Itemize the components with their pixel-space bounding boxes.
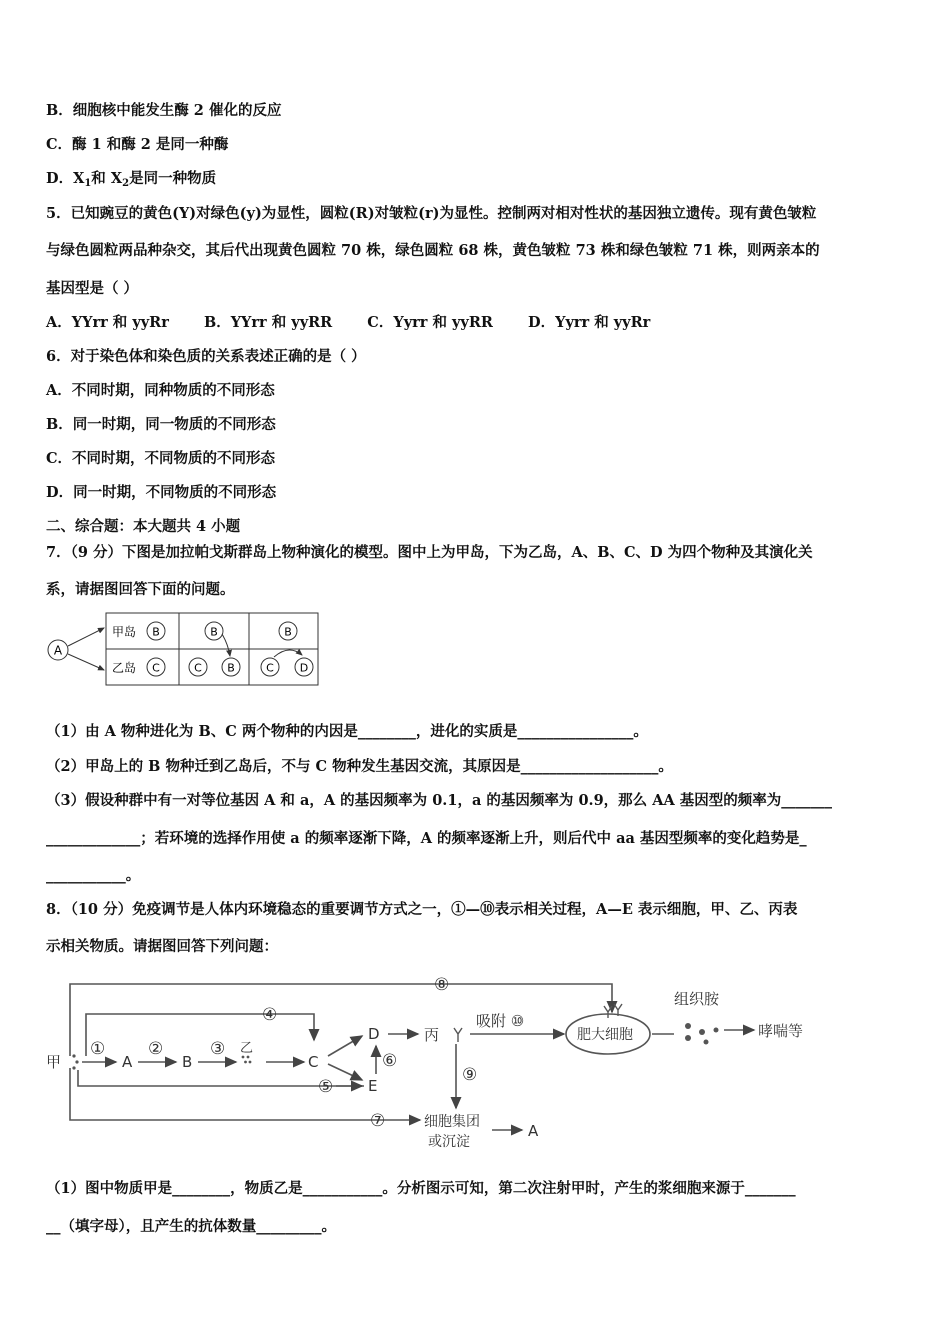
q4-option-b: B．细胞核中能发生酶 2 催化的反应 bbox=[46, 102, 282, 119]
svg-text:①: ① bbox=[90, 1039, 106, 1059]
q5-stem-line1: 5．已知豌豆的黄色(Y)对绿色(y)为显性，圆粒(R)对皱粒(r)为显性。控制两对相对性状的基因独立遗传。现有黄色皱粒 bbox=[46, 205, 817, 222]
q8-sub1-line1: （1）图中物质甲是________，物质乙是___________。分析图示可知，第二次注射甲时，产生的浆细胞来源于_______ bbox=[46, 1180, 796, 1197]
q7-stem-line2: 系，请据图回答下面的问题。 bbox=[46, 581, 235, 598]
q6-option-a: A．不同时期，同种物质的不同形态 bbox=[46, 382, 275, 399]
q8-sub1-line2: __（填字母），且产生的抗体数量_________。 bbox=[46, 1218, 336, 1235]
q5-option-a: A．YYrr 和 yyRr bbox=[46, 314, 169, 331]
q4-option-c: C．酶 1 和酶 2 是同一种酶 bbox=[46, 136, 229, 153]
svg-text:B: B bbox=[227, 661, 235, 675]
label-jia: 甲 bbox=[46, 1053, 62, 1071]
svg-text:B: B bbox=[152, 625, 160, 639]
svg-text:吸附 ⑩: 吸附 ⑩ bbox=[476, 1012, 525, 1030]
q8-stem-line1: 8．（10 分）免疫调节是人体内环境稳态的重要调节方式之一，①—⑩表示相关过程，A—E 表示细胞，甲、乙、丙表 bbox=[46, 901, 798, 918]
svg-text:B: B bbox=[182, 1053, 193, 1071]
svg-text:②: ② bbox=[148, 1039, 164, 1059]
q8-immune-diagram bbox=[40, 970, 830, 1156]
q5-option-b: B．YYrr 和 yyRR bbox=[203, 314, 333, 331]
q5-option-d: D．Yyrr 和 yyRr bbox=[528, 314, 651, 331]
q6-option-d: D．同一时期，不同物质的不同形态 bbox=[46, 484, 277, 501]
svg-text:哮喘等: 哮喘等 bbox=[758, 1022, 804, 1040]
svg-text:细胞集团: 细胞集团 bbox=[424, 1114, 480, 1130]
q7-sub1: （1）由 A 物种进化为 B、C 两个物种的内因是________，进化的实质是________________。 bbox=[46, 723, 648, 740]
q7-sub3-line1: （3）假设种群中有一对等位基因 A 和 a，A 的基因频率为 0.1，a 的基因频率为 0.9，那么 AA 基因型的频率为_______ bbox=[46, 792, 833, 809]
svg-text:⑤: ⑤ bbox=[318, 1077, 334, 1097]
q7-sub2: （2）甲岛上的 B 物种迁到乙岛后，不与 C 物种发生基因交流，其原因是___________________。 bbox=[46, 758, 673, 775]
q5-stem-line3: 基因型是（ ） bbox=[46, 280, 139, 297]
q4-option-d: D．$X_1$和 $X_2$是同一种物质 bbox=[46, 170, 217, 189]
svg-text:A: A bbox=[528, 1122, 539, 1140]
svg-text:③: ③ bbox=[210, 1039, 226, 1059]
svg-text:丙: 丙 bbox=[424, 1026, 440, 1044]
q7-stem-line1: 7．（9 分）下图是加拉帕戈斯群岛上物种演化的模型。图中上为甲岛，下为乙岛，A、B、C、D 为四个物种及其演化关 bbox=[46, 544, 813, 561]
svg-text:肥大细胞: 肥大细胞 bbox=[577, 1027, 633, 1043]
svg-text:B: B bbox=[284, 625, 292, 639]
q8-stem-line2: 示相关物质。请据图回答下列问题： bbox=[46, 938, 278, 955]
q5-stem-line2: 与绿色圆粒两品种杂交，其后代出现黄色圆粒 70 株，绿色圆粒 68 株，黄色皱粒 73 株和绿色皱粒 71 株，则两亲本的 bbox=[46, 242, 820, 259]
svg-text:乙: 乙 bbox=[240, 1041, 254, 1056]
q5-options bbox=[46, 313, 680, 333]
svg-text:C: C bbox=[308, 1053, 319, 1071]
svg-text:C: C bbox=[266, 661, 274, 675]
svg-text:A: A bbox=[122, 1053, 133, 1071]
svg-text:E: E bbox=[368, 1077, 378, 1095]
island-yi-label: 乙岛 bbox=[112, 661, 137, 675]
species-a-label: A bbox=[53, 643, 63, 658]
q6-option-b: B．同一时期，同一物质的不同形态 bbox=[46, 416, 276, 433]
island-jia-label: 甲岛 bbox=[112, 625, 137, 639]
q7-sub3-line3: ___________。 bbox=[46, 867, 141, 884]
svg-text:⑨: ⑨ bbox=[462, 1065, 478, 1085]
svg-text:组织胺: 组织胺 bbox=[674, 990, 720, 1008]
svg-text:⑦: ⑦ bbox=[370, 1111, 386, 1131]
svg-text:⑥: ⑥ bbox=[382, 1051, 398, 1071]
svg-text:⑧: ⑧ bbox=[434, 975, 450, 995]
q7-sub3-line2: _____________；若环境的选择作用使 a 的频率逐渐下降，A 的频率逐渐上升，则后代中 aa 基因型频率的变化趋势是_ bbox=[46, 830, 807, 847]
svg-text:D: D bbox=[368, 1025, 380, 1043]
q7-evolution-diagram bbox=[44, 610, 334, 690]
svg-text:D: D bbox=[299, 661, 309, 675]
svg-text:B: B bbox=[210, 625, 218, 639]
svg-text:或沉淀: 或沉淀 bbox=[428, 1134, 470, 1150]
svg-text:④: ④ bbox=[262, 1005, 278, 1025]
q6-stem: 6．对于染色体和染色质的关系表述正确的是（ ） bbox=[46, 348, 366, 365]
svg-text:C: C bbox=[152, 661, 160, 675]
q6-option-c: C．不同时期，不同物质的不同形态 bbox=[46, 450, 276, 467]
svg-text:C: C bbox=[194, 661, 202, 675]
section-2-title: 二、综合题：本大题共 4 小题 bbox=[46, 518, 241, 535]
q5-option-c: C．Yyrr 和 yyRR bbox=[367, 314, 493, 331]
